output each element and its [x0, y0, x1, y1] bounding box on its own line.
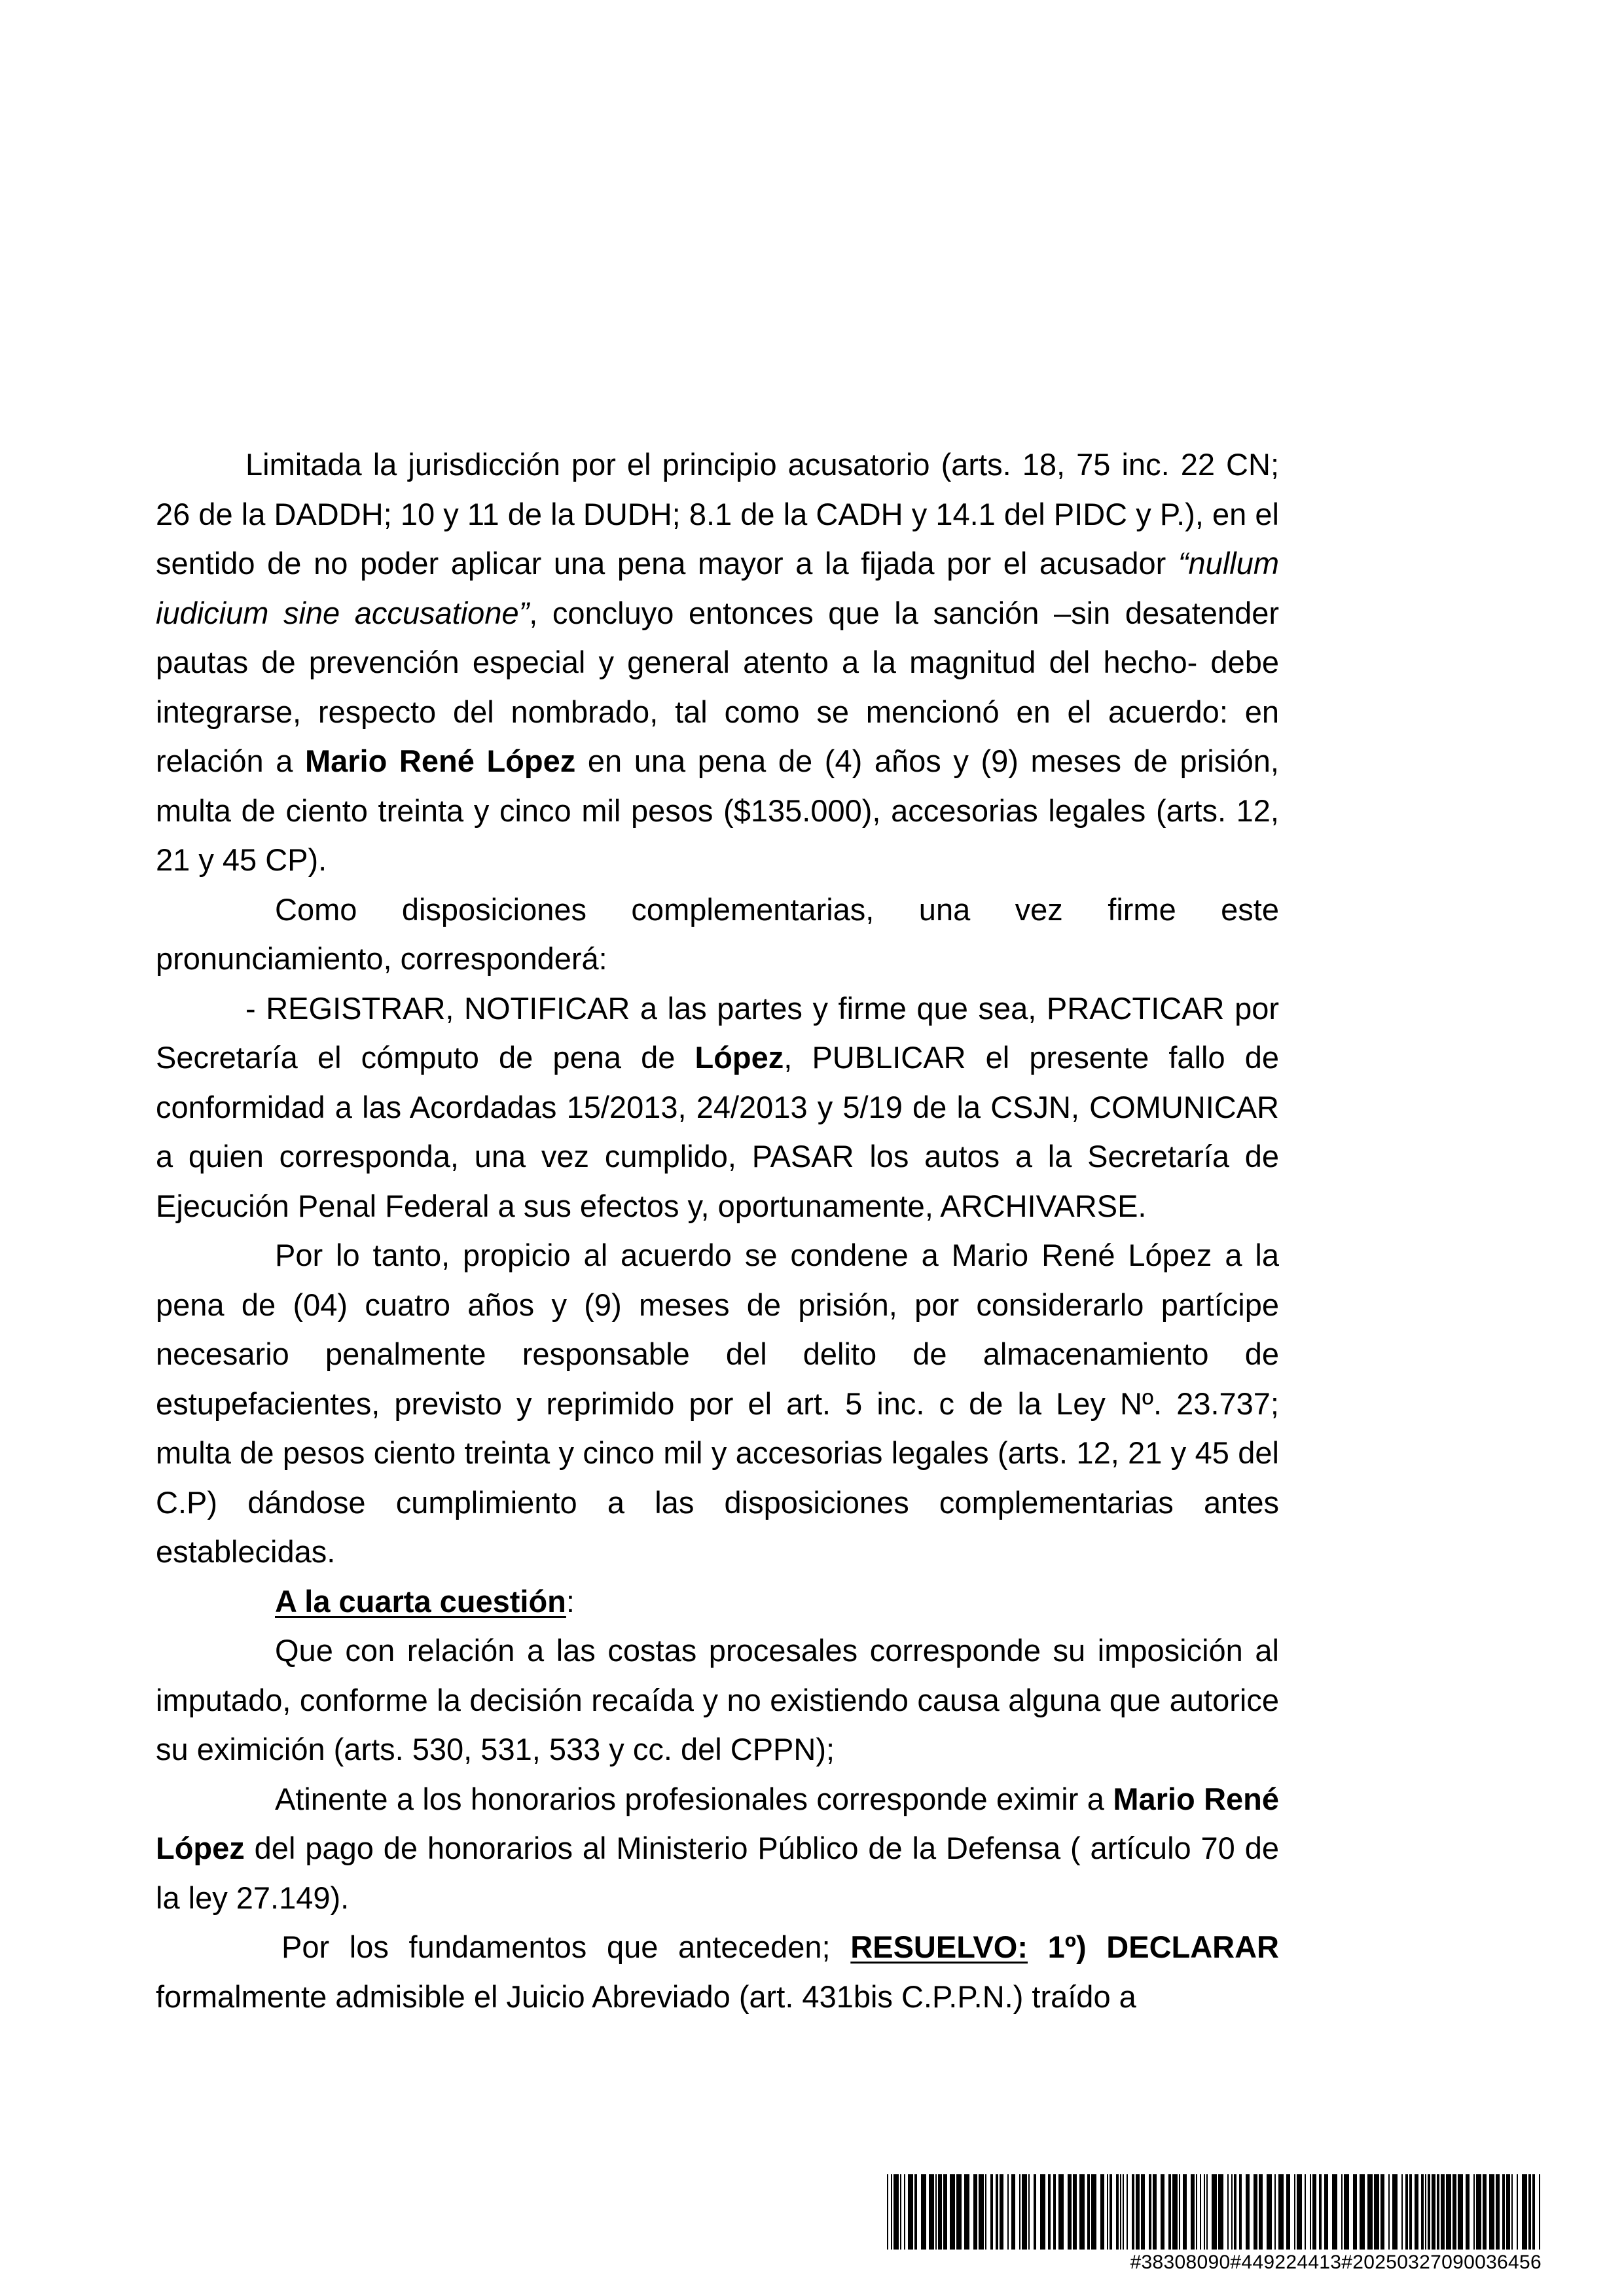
defendant-surname: López [695, 1040, 784, 1075]
barcode-bar-40 [1120, 2174, 1121, 2250]
barcode-bar-22 [1011, 2174, 1015, 2250]
barcode-bar-41 [1123, 2174, 1124, 2250]
paragraph-condena: Por lo tanto, propicio al acuerdo se condene a Mario René López a la pena de (04) cuatro años y (9) meses de prisión, por considerarlo partícipe necesario penalmente responsable del delito de almacenamiento de estupefacientes, previsto y reprimido por el art. 5 inc. c de la Ley Nº. 23.737; multa de pesos ciento treinta y cinco mil y accesorias legales (arts. 12, 21 y 45 del C.P) dándose cumplimiento a las disposiciones complementarias antes establecidas. [156, 1238, 1279, 1569]
paragraph-registrar [156, 984, 1279, 1231]
barcode-bar-50 [1172, 2174, 1178, 2250]
barcode-bar-93 [1425, 2174, 1426, 2250]
barcode-bar-91 [1415, 2174, 1418, 2250]
barcode-image [887, 2174, 1542, 2250]
barcode-bar-95 [1432, 2174, 1435, 2250]
barcode-bar-111 [1522, 2174, 1527, 2250]
text-run: : [566, 1583, 575, 1619]
barcode-bar-105 [1489, 2174, 1494, 2250]
barcode-bar-90 [1409, 2174, 1412, 2250]
barcode-bar-8 [929, 2174, 934, 2250]
barcode-bar-53 [1191, 2174, 1195, 2250]
barcode-bar-82 [1360, 2174, 1365, 2250]
barcode-bar-102 [1473, 2174, 1475, 2250]
barcode-bar-84 [1374, 2174, 1379, 2250]
paragraph-costas: Que con relación a las costas procesales corresponde su imposición al imputado, conforme la decisión recaída y no existiendo causa alguna que autorice su eximición (arts. 530, 531, 533 y cc. del CPPN); [156, 1633, 1279, 1767]
barcode-bar-72 [1297, 2174, 1302, 2250]
barcode-bar-71 [1294, 2174, 1295, 2250]
barcode-bar-98 [1446, 2174, 1451, 2250]
barcode-bar-16 [979, 2174, 984, 2250]
barcode-bar-65 [1254, 2174, 1257, 2250]
barcode-bar-54 [1196, 2174, 1197, 2250]
barcode-bar-18 [990, 2174, 993, 2250]
barcode-bar-3 [900, 2174, 901, 2250]
text-run: , PUBLICAR el presente fallo de conformidad a las Acordadas 15/2013, 24/2013 y 5/19 de la CSJN, COMUNICAR a quien corresponda, una vez cumplido, PASAR los autos a la Secretaría de Ejecución Penal Federal a sus efectos y, oportunamente, ARCHIVARSE. [156, 1040, 1279, 1223]
barcode-bar-63 [1239, 2174, 1242, 2250]
barcode-bar-99 [1453, 2174, 1456, 2250]
barcode-bar-73 [1305, 2174, 1306, 2250]
resolution-item: 1º) DECLARAR [1028, 1929, 1279, 1964]
barcode-bar-113 [1532, 2174, 1535, 2250]
barcode-bar-94 [1428, 2174, 1430, 2250]
barcode-block [887, 2174, 1542, 2279]
barcode-bar-1 [891, 2174, 892, 2250]
barcode-bar-5 [908, 2174, 913, 2250]
barcode-bar-114 [1539, 2174, 1540, 2250]
barcode-bar-69 [1278, 2174, 1284, 2250]
barcode-bar-100 [1458, 2174, 1463, 2250]
barcode-bar-34 [1087, 2174, 1090, 2250]
barcode-bar-108 [1506, 2174, 1510, 2250]
barcode-bar-49 [1168, 2174, 1171, 2250]
barcode-bar-19 [996, 2174, 998, 2250]
barcode-bar-85 [1380, 2174, 1384, 2250]
barcode-bar-57 [1206, 2174, 1208, 2250]
barcode-bar-36 [1100, 2174, 1104, 2250]
barcode-bar-79 [1341, 2174, 1343, 2250]
barcode-bar-106 [1496, 2174, 1500, 2250]
barcode-bar-104 [1483, 2174, 1487, 2250]
barcode-bar-86 [1388, 2174, 1390, 2250]
barcode-bar-51 [1179, 2174, 1180, 2250]
barcode-bar-20 [1000, 2174, 1003, 2250]
barcode-bar-76 [1319, 2174, 1322, 2250]
barcode-bar-17 [985, 2174, 986, 2250]
text-run: en una pena de (4) años y (9) meses de prisión, multa de ciento treinta y cinco mil pesos ($135.000), accesorias legales (arts. 12, 21 y 45 CP). [156, 744, 1279, 877]
barcode-bar-88 [1401, 2174, 1403, 2250]
barcode-bar-46 [1149, 2174, 1151, 2250]
barcode-bar-2 [893, 2174, 899, 2250]
barcode-bar-59 [1218, 2174, 1223, 2250]
barcode-bar-15 [973, 2174, 977, 2250]
barcode-bar-75 [1312, 2174, 1316, 2250]
barcode-bar-7 [921, 2174, 926, 2250]
barcode-bar-64 [1246, 2174, 1250, 2250]
barcode-bar-38 [1110, 2174, 1112, 2250]
barcode-bar-28 [1048, 2174, 1051, 2250]
barcode-bar-101 [1466, 2174, 1470, 2250]
barcode-bar-29 [1053, 2174, 1056, 2250]
resuelvo-label: RESUELVO: [850, 1929, 1028, 1964]
barcode-bar-39 [1116, 2174, 1119, 2250]
barcode-bar-35 [1091, 2174, 1096, 2250]
paragraph-disposiciones: Como disposiciones complementarias, una vez firme este pronunciamiento, corresponderá: [156, 891, 1279, 976]
barcode-bar-25 [1028, 2174, 1030, 2250]
barcode-bar-27 [1040, 2174, 1045, 2250]
text-run: formalmente admisible el Juicio Abreviado (art. 431bis C.P.P.N.) traído a [156, 1979, 1136, 2014]
barcode-bar-14 [964, 2174, 969, 2250]
barcode-bar-92 [1421, 2174, 1424, 2250]
barcode-bar-26 [1034, 2174, 1036, 2250]
barcode-bar-9 [935, 2174, 937, 2250]
barcode-bar-52 [1183, 2174, 1187, 2250]
barcode-bar-96 [1437, 2174, 1439, 2250]
text-run: del pago de honorarios al Ministerio Público de la Defensa ( artículo 70 de la ley 27.149). [156, 1831, 1279, 1915]
barcode-bar-30 [1058, 2174, 1064, 2250]
barcode-bar-6 [914, 2174, 917, 2250]
barcode-bar-33 [1079, 2174, 1085, 2250]
barcode-bar-23 [1019, 2174, 1020, 2250]
barcode-bar-48 [1161, 2174, 1164, 2250]
barcode-bar-103 [1476, 2174, 1481, 2250]
barcode-bar-4 [904, 2174, 905, 2250]
barcode-bar-78 [1332, 2174, 1337, 2250]
barcode-bar-13 [956, 2174, 962, 2250]
barcode-bar-31 [1068, 2174, 1072, 2250]
barcode-number: #38308090#449224413#20250327090036456 [1130, 2251, 1542, 2273]
defendant-name: Mario René López [156, 1781, 1279, 1865]
barcode-bar-97 [1441, 2174, 1445, 2250]
barcode-bar-24 [1022, 2174, 1027, 2250]
barcode-bar-32 [1073, 2174, 1077, 2250]
barcode-bar-89 [1405, 2174, 1408, 2250]
text-run: Limitada la jurisdicción por el principio acusatorio (arts. 18, 75 inc. 22 CN; 26 de la DADDH; 10 y 11 de la DUDH; 8.1 de la CADH y 14.1 del PIDC y P.), en el sentido de no poder aplicar una pena mayor a la fijada por el acusador [156, 447, 1279, 581]
barcode-bar-68 [1274, 2174, 1276, 2250]
barcode-bar-10 [938, 2174, 942, 2250]
barcode-bar-81 [1353, 2174, 1357, 2250]
text-run: - REGISTRAR, NOTIFICAR a las partes y firme que sea, PRACTICAR por Secretaría el cómputo de pena de [156, 990, 1279, 1075]
text-run: Atinente a los honorarios profesionales corresponde eximir a [275, 1781, 1113, 1816]
barcode-bar-45 [1141, 2174, 1145, 2250]
barcode-bar-110 [1517, 2174, 1518, 2250]
barcode-bar-12 [950, 2174, 955, 2250]
barcode-bar-83 [1367, 2174, 1373, 2250]
barcode-bar-44 [1136, 2174, 1140, 2250]
barcode-bar-61 [1231, 2174, 1233, 2250]
barcode-bar-37 [1107, 2174, 1108, 2250]
defendant-name: Mario René López [304, 744, 576, 778]
paragraph-jurisdiccion [156, 440, 1279, 885]
barcode-bar-77 [1324, 2174, 1328, 2250]
section-heading [156, 1577, 1279, 1626]
barcode-bar-21 [1007, 2174, 1009, 2250]
barcode-bar-11 [943, 2174, 947, 2250]
barcode-bar-70 [1286, 2174, 1290, 2250]
paragraph-honorarios [156, 1774, 1279, 1923]
barcode-bar-47 [1153, 2174, 1157, 2250]
barcode-bar-43 [1132, 2174, 1134, 2250]
barcode-bar-74 [1310, 2174, 1311, 2250]
barcode-bar-109 [1511, 2174, 1513, 2250]
barcode-bar-87 [1392, 2174, 1398, 2250]
barcode-bar-55 [1200, 2174, 1201, 2250]
text-run: , concluyo entonces que la sanción –sin desatender pautas de prevención especial y general atento a la magnitud del hecho- debe integrarse, respecto del nombrado, tal como se mencionó en el acuerdo: en relación a [156, 595, 1280, 778]
latin-maxim: “nullum iudicium sine accusatione” [156, 546, 1279, 630]
document-body [156, 440, 1279, 2021]
section-heading-title: A la cuarta cuestión [275, 1583, 566, 1619]
barcode-bar-0 [887, 2174, 888, 2250]
barcode-bar-56 [1204, 2174, 1205, 2250]
barcode-bar-66 [1259, 2174, 1263, 2250]
barcode-bar-62 [1234, 2174, 1236, 2250]
barcode-bar-60 [1227, 2174, 1229, 2250]
paragraph-resuelvo [156, 1922, 1279, 2021]
barcode-bar-42 [1127, 2174, 1128, 2250]
barcode-bar-67 [1267, 2174, 1272, 2250]
barcode-bar-112 [1528, 2174, 1531, 2250]
barcode-bar-58 [1212, 2174, 1217, 2250]
barcode-bar-107 [1502, 2174, 1505, 2250]
barcode-bar-80 [1344, 2174, 1349, 2250]
text-run: Por los fundamentos que anteceden; [281, 1929, 851, 1964]
